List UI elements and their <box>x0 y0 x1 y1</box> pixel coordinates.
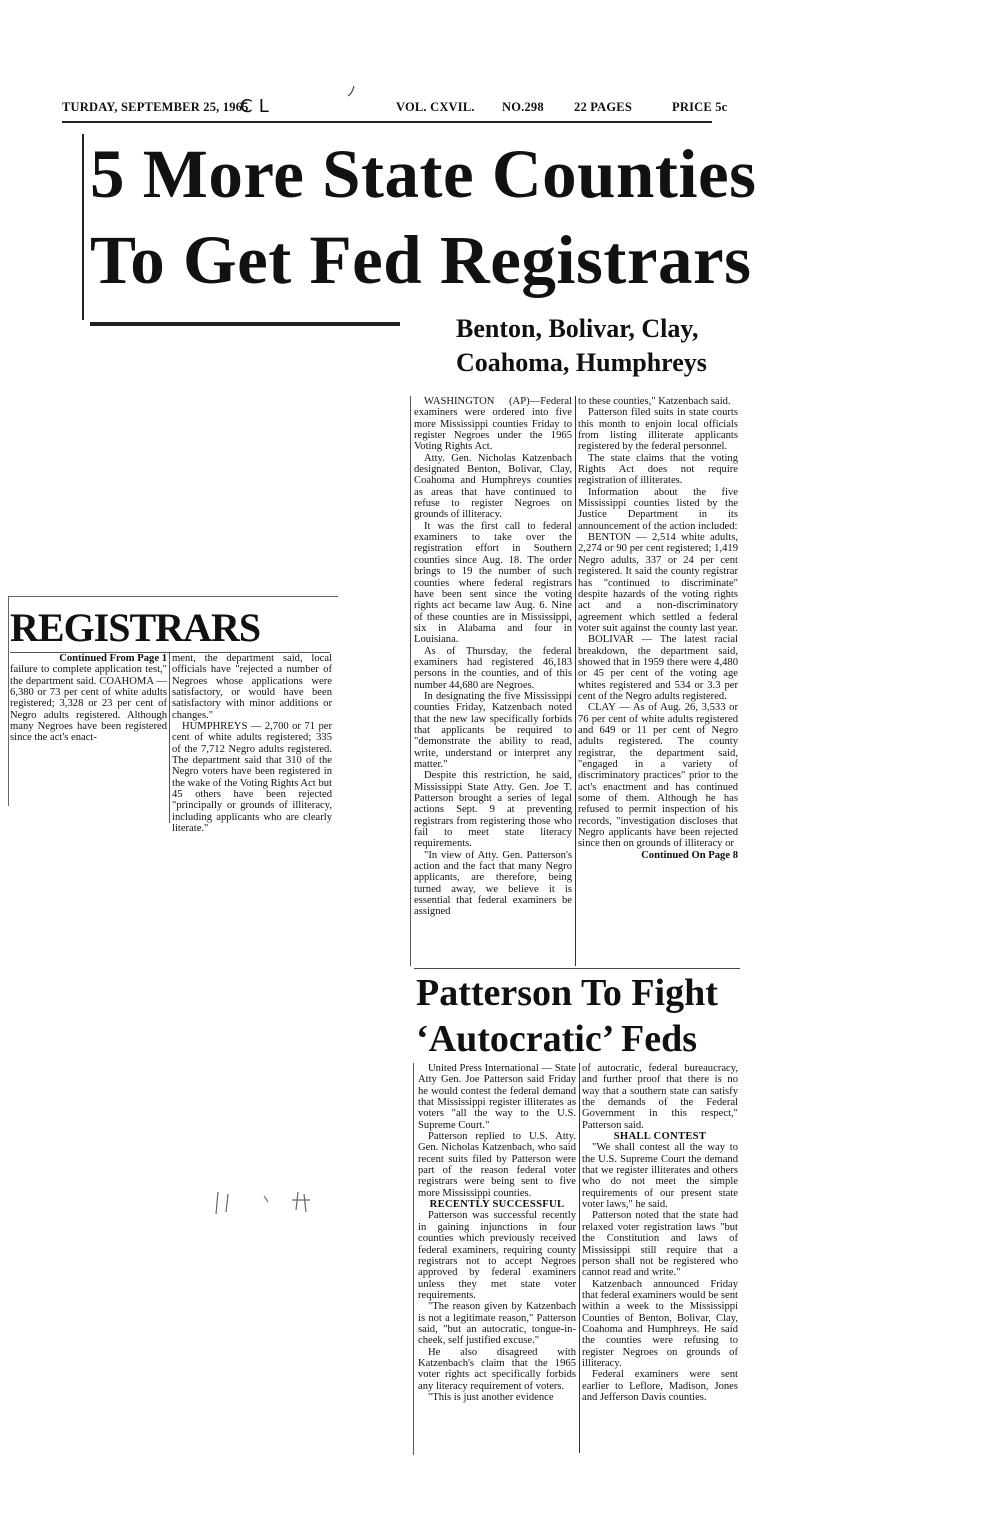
paragraph: United Press International — State Atty Gen. Joe Patterson said Friday he would contest the federal demand that Mississippi register illiterates as voters "all the way to the U.S. Supreme Court." <box>418 1063 576 1131</box>
paragraph: Federal examiners were sent earlier to Leflore, Madison, Jones and Jefferson Davis counties. <box>582 1369 738 1403</box>
deck-line-1: Benton, Bolivar, Clay, <box>456 314 699 343</box>
column-rule <box>410 396 411 966</box>
second-headline-line-1: Patterson To Fight <box>416 972 718 1014</box>
second-story-column-2 <box>582 1063 738 1403</box>
continuation-column-1 <box>10 653 167 744</box>
masthead <box>62 96 728 122</box>
paragraph: HUMPHREYS — 2,700 or 71 per cent of white adults registered; 335 of the 7,712 Negro adults registered. The department said that 310 of the Negro voters have been registered in the wake of the Voting Rights Act but 45 others have been rejected "principally or grounds of illiteracy, including applicants who are clearly literate." <box>172 721 332 835</box>
continuation-column-2 <box>172 653 332 835</box>
paragraph: Katzenbach announced Friday that federal examiners would be sent within a week to the Mississippi Counties of Benton, Bolivar, Clay, Coahoma and Humphreys. He said the counties were refusing to register Negroes on grounds of illiteracy. <box>582 1278 738 1369</box>
headline-line-2: To Get Fed Registrars <box>90 222 752 298</box>
continuation-heading: REGISTRARS <box>10 605 261 650</box>
paragraph: ment, the department said, local officials have "rejected a number of Negroes whose applications were satisfactory, or would have been satisfactory with minor additions or changes." <box>172 653 332 721</box>
story-rule <box>414 968 740 969</box>
handwritten-mark: C L <box>240 96 269 117</box>
headline-line-1: 5 More State Counties <box>90 136 757 212</box>
masthead-price: PRICE 5c <box>672 100 728 114</box>
paragraph: Despite this restriction, he said, Mississippi State Atty. Gen. Joe T. Patterson brought a series of legal actions Sept. 9 at preventing registrars from registering those who fail to meet state literacy requirements. <box>414 770 572 850</box>
deck-line-2: Coahoma, Humphreys <box>456 348 707 377</box>
subhead: RECENTLY SUCCESSFUL <box>429 1199 565 1211</box>
paragraph: "We shall contest all the way to the U.S. Supreme Court the demand that we register illiterates and others who do not meet the simple requirements of our present state voter laws," he said. <box>582 1142 738 1211</box>
column-rule <box>169 653 170 823</box>
paragraph: of autocratic, federal bureaucracy, and further proof that there is no way that a southern state can satisfy the demands of the Federal Government in this respect," Patterson said. <box>582 1063 738 1131</box>
paragraph: WASHINGTON (AP)—Federal examiners were ordered into five more Mississippi counties Friday to register Negroes under the 1965 Voting Rights Act. <box>414 396 572 453</box>
paragraph: CLAY — As of Aug. 26, 3,533 or 76 per cent of white adults registered and 649 or 11 per cent of Negro adults registered. The county registrar, the department said, "engaged in a variety of discriminatory practices" prior to the act's enactment and has continued some of them. Although he has refused to permit inspection of his records, "investigation discloses that Negro applicants have been rejected since then on grounds of illiteracy or <box>578 702 738 850</box>
continued-line: Continued On Page 8 <box>641 849 738 861</box>
paragraph: In designating the five Mississippi counties Friday, Katzenbach noted that the new law specifically forbids that applicants be required to "demonstrate the ability to read, write, understand or interpret any matter." <box>414 690 572 770</box>
paragraph: The state claims that the voting Rights Act does not require registration of illiterates. <box>578 452 738 487</box>
main-story-column-2 <box>578 396 738 861</box>
paragraph: "This is just another evidence <box>428 1391 554 1403</box>
masthead-volume: VOL. CXVIL. <box>396 100 475 114</box>
masthead-number: NO.298 <box>502 100 544 114</box>
column-rule <box>413 1063 414 1455</box>
column-rule <box>579 1063 580 1453</box>
paragraph: "The reason given by Katzenbach is not a legitimate reason," Patterson said, "but an autocratic, tongue-in-cheek, self justified excuse." <box>418 1301 576 1347</box>
paragraph: Patterson noted that the state had relaxed voter registration laws "but the Constitution and laws of Mississippi still require that a person shall not be registered who cannot read and write." <box>582 1210 738 1279</box>
paragraph: BOLIVAR — The latest racial breakdown, the department said, showed that in 1959 there were 4,480 or 45 per cent of the voting age whites registered and 534 or 3.3 per cent of the Negro adults registered. <box>578 634 738 702</box>
headline-rule <box>90 322 400 326</box>
column-rule <box>575 396 576 966</box>
paragraph: Patterson replied to U.S. Atty. Gen. Nicholas Katzenbach, who said recent suits filed by Patterson were part of the reason federal voter registrars were being sent to five more Mississippi counties. <box>418 1131 576 1199</box>
paragraph: As of Thursday, the federal examiners had registered 46,183 persons in the counties, and of this number 44,680 are Negroes. <box>414 645 572 691</box>
masthead-date: TURDAY, SEPTEMBER 25, 1965 <box>62 100 249 114</box>
paragraph: It was the first call to federal examiners to take over the registration effort in Southern counties since Aug. 18. The order brings to 19 the number of such counties where federal registrars have been sent since the voting rights act became law Aug. 6. Nine of these counties are in Mississippi, six in Alabama and four in Louisiana. <box>414 520 572 646</box>
subhead: SHALL CONTEST <box>613 1131 707 1143</box>
paragraph: to these counties," Katzenbach said. <box>578 396 731 407</box>
pen-tick-icon <box>346 84 358 98</box>
paragraph: Information about the five Mississippi counties listed by the Justice Department in its announcement of the action included: <box>578 486 738 532</box>
paragraph: Patterson filed suits in state courts this month to enjoin local officials from listing illiterate applicants registered by the federal personnel. <box>578 407 738 453</box>
paragraph: He also disagreed with Katzenbach's claim that the 1965 voter rights act specifically forbids any literacy requirement of voters. <box>418 1346 576 1392</box>
pen-scribble-icon <box>206 1188 326 1218</box>
masthead-rule <box>62 121 712 123</box>
paragraph: "In view of Atty. Gen. Patterson's action and the fact that many Negro applicants, are therefore, being turned away, we believe it is essential that federal examiners be assigned <box>414 849 572 918</box>
paragraph: BENTON — 2,514 white adults, 2,274 or 90 per cent registered; 1,419 Negro adults, 337 or 24 per cent registered. It said the county registrar has "continued to discriminate" despite hazards of the voting rights act and a non-discriminatory agreement which settled a federal voter suit against the county last year. <box>578 532 738 634</box>
paragraph: failure to complete application test," the department said. COAHOMA — 6,380 or 73 per cent of white adults registered; 3,328 or 23 per cent of Negro adults registered. Although many Negroes have been registered since the act's enact- <box>10 664 167 744</box>
second-story-column-1 <box>418 1063 576 1403</box>
second-headline-line-2: ‘Autocratic’ Feds <box>416 1018 698 1060</box>
continued-from: Continued From Page 1 <box>59 653 167 664</box>
main-story-column-1 <box>414 396 572 918</box>
paragraph: Patterson was successful recently in gaining injunctions in four counties which previously received federal examiners, requiring county registrars not to accept Negroes approved by federal examiners unless they met state voter requirements. <box>418 1210 576 1301</box>
paragraph: Atty. Gen. Nicholas Katzenbach designated Benton, Bolivar, Clay, Coahoma and Humphreys counties as areas that have continued to refuse to register Negroes on grounds of illiteracy. <box>414 452 572 521</box>
masthead-pages: 22 PAGES <box>574 100 632 114</box>
